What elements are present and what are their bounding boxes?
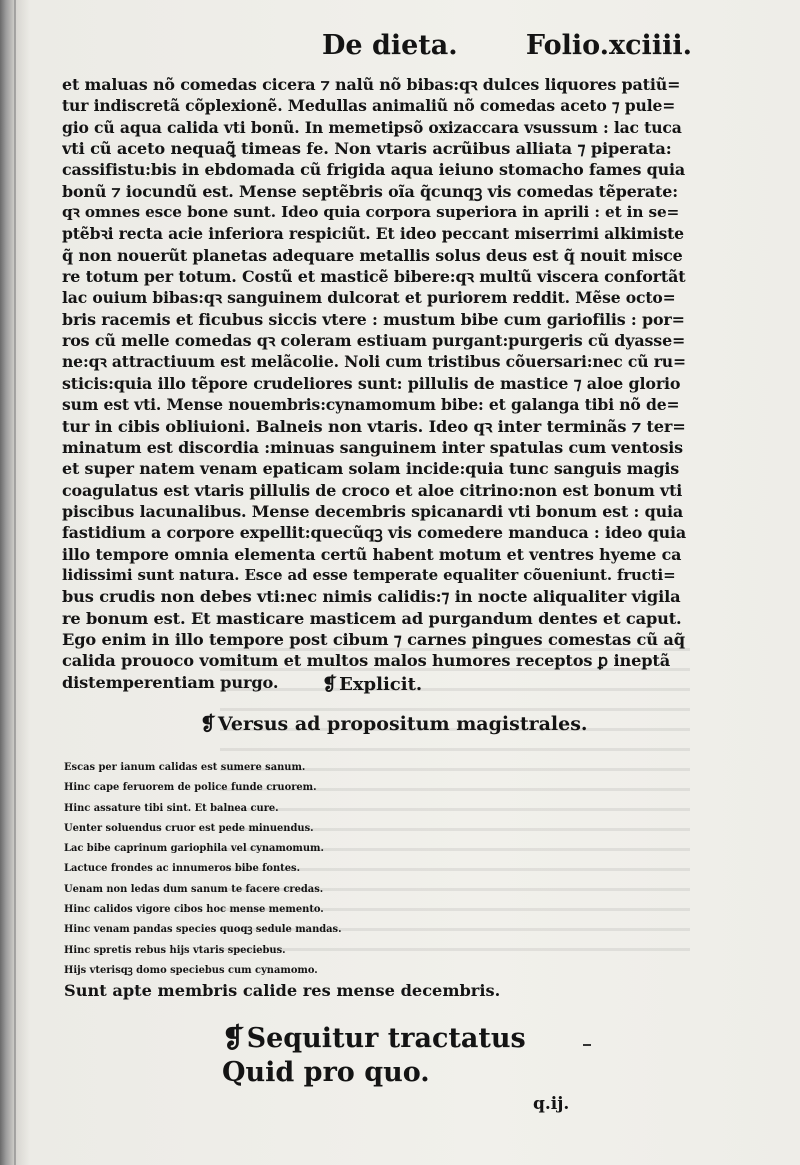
verse-line: Sunt apte membris calide res mense decembris. <box>64 981 501 1001</box>
text-line: bus crudis non debes vti:nec nimis calidis:⁊ in nocte aliqualiter vigila <box>62 587 681 607</box>
ink-mark <box>583 1044 591 1046</box>
pilcrow-icon: ❡ <box>222 1023 245 1054</box>
verse-line: Hinc spretis rebus hijs vtaris speciebus. <box>64 944 286 956</box>
verse-line: Uenter soluendus cruor est pede minuendus. <box>64 822 314 834</box>
text-line: re bonum est. Et masticare masticem ad purgandum dentes et caput. <box>62 608 682 628</box>
text-line: illo tempore omnia elementa certũ habent motum et ventres hyeme ca <box>62 544 682 564</box>
verse-line: Hinc cape feruorem de police funde cruorem. <box>64 782 317 794</box>
verse-line: Lac bibe caprinum gariophila vel cynamomum. <box>64 843 324 855</box>
explicit-label: Explicit. <box>339 674 423 695</box>
explicit-heading <box>322 674 422 695</box>
page-header <box>322 30 692 70</box>
text-line: bris racemis et ficubus siccis vtere : mustum bibe cum gariofilis : por= <box>62 309 685 329</box>
sequitur-line-2: Quid pro quo. <box>222 1057 430 1088</box>
text-line: ptẽbꝛi recta acie inferiora respiciũt. Et ideo peccant miserrimi alkimiste <box>62 224 684 244</box>
text-line: qꝛ omnes esce bone sunt. Ideo quia corpora superiora in aprili : et in se= <box>62 203 680 222</box>
text-line: coagulatus est vtaris pillulis de croco et aloe citrino:non est bonum vti <box>62 480 683 500</box>
verse-line: Hinc calidos vigore cibos hoc mense memento. <box>64 904 324 916</box>
sequitur-heading <box>222 1022 526 1090</box>
text-line: lac ouium bibas:qꝛ sanguinem dulcorat et puriorem reddit. Mẽse octo= <box>62 288 676 308</box>
text-line: calida prouoco vomitum et multos malos humores receptos ꝑ ineptã <box>62 651 671 671</box>
signature-mark: q.ij. <box>533 1094 570 1114</box>
text-line: distemperentiam purgo. <box>62 672 279 692</box>
verse-list <box>64 758 500 1002</box>
text-line: gio cũ aqua calida vti bonũ. In memetipsõ oxizaccara vsussum : lac tuca <box>62 117 682 137</box>
verse-line: Lactuce frondes ac innumeros bibe fontes. <box>64 863 301 875</box>
text-line: bonũ ⁊ iocundũ est. Mense septẽbris oĩa q̃cunqꝫ vis comedas tẽperate: <box>62 181 678 201</box>
verse-heading-label: Versus ad propositum magistrales. <box>217 713 588 735</box>
text-line: Ego enim in illo tempore post cibum ⁊ carnes pingues comestas cũ aq̃ <box>62 629 685 649</box>
running-head: De dieta. <box>322 30 458 61</box>
text-line: q̃ non nouerũt planetas adequare metallis solus deus est q̃ nouit misce <box>62 245 683 265</box>
verse-line: Hinc assature tibi sint. Et balnea cure. <box>64 802 279 814</box>
text-line: sticis:quia illo tẽpore crudeliores sunt: pillulis de mastice ⁊ aloe glorio <box>62 373 681 393</box>
verse-line: Hinc venam pandas species quoqꝫ sedule mandas. <box>64 924 342 936</box>
text-line: lidissimi sunt natura. Esce ad esse temperate equaliter cõueniunt. fructi= <box>62 565 676 584</box>
text-line: tur indiscretã cõplexionẽ. Medullas animaliũ nõ comedas aceto ⁊ pule= <box>62 96 676 116</box>
text-line: re totum per totum. Costũ et masticẽ bibere:qꝛ multũ viscera confortãt <box>62 267 686 287</box>
text-line: piscibus lacunalibus. Mense decembris spicanardi vti bonum est : quia <box>62 501 684 521</box>
text-line: ne:qꝛ attractiuum est melãcolie. Noli cum tristibus cõuersari:nec cũ ru= <box>62 352 686 372</box>
book-gutter <box>14 0 16 1165</box>
sequitur-line-1: Sequitur tractatus <box>246 1023 526 1054</box>
text-line: ros cũ melle comedas qꝛ coleram estiuam purgant:purgeris cũ dyasse= <box>62 331 686 351</box>
verse-line: Uenam non ledas dum sanum te facere credas. <box>64 883 324 895</box>
pilcrow-icon: ❡ <box>200 713 216 735</box>
text-line: cassifistu:bis in ebdomada cũ frigida aqua ieiuno stomacho fames quia <box>62 160 686 180</box>
verse-line: Escas per ianum calidas est sumere sanum. <box>64 762 306 773</box>
verse-heading <box>200 713 588 735</box>
body-text <box>62 74 686 693</box>
text-line: et super natem venam epaticam solam incide:quia tunc sanguis magis <box>62 459 680 479</box>
text-line: tur in cibis obliuioni. Balneis non vtaris. Ideo qꝛ inter terminãs ⁊ ter= <box>62 416 686 436</box>
verse-line: Hijs vterisqꝫ domo speciebus cum cynamomo. <box>64 964 318 976</box>
text-line: minatum est discordia :minuas sanguinem inter spatulas cum ventosis <box>62 437 683 457</box>
folio-number: Folio.xciiii. <box>525 30 692 61</box>
text-line: sum est vti. Mense nouembris:cynamomum bibe: et galanga tibi nõ de= <box>62 395 680 415</box>
text-line: vti cũ aceto nequaꝗ̃ timeas fe. Non vtaris acrũibus alliata ⁊ piperata: <box>62 139 672 159</box>
pilcrow-icon: ❡ <box>322 674 338 695</box>
text-line: fastidium a corpore expellit:quecũqꝫ vis comedere manduca : ideo quia <box>62 523 686 543</box>
text-line: et maluas nõ comedas cicera ⁊ nalũ nõ bibas:qꝛ dulces liquores patiũ= <box>62 75 681 94</box>
